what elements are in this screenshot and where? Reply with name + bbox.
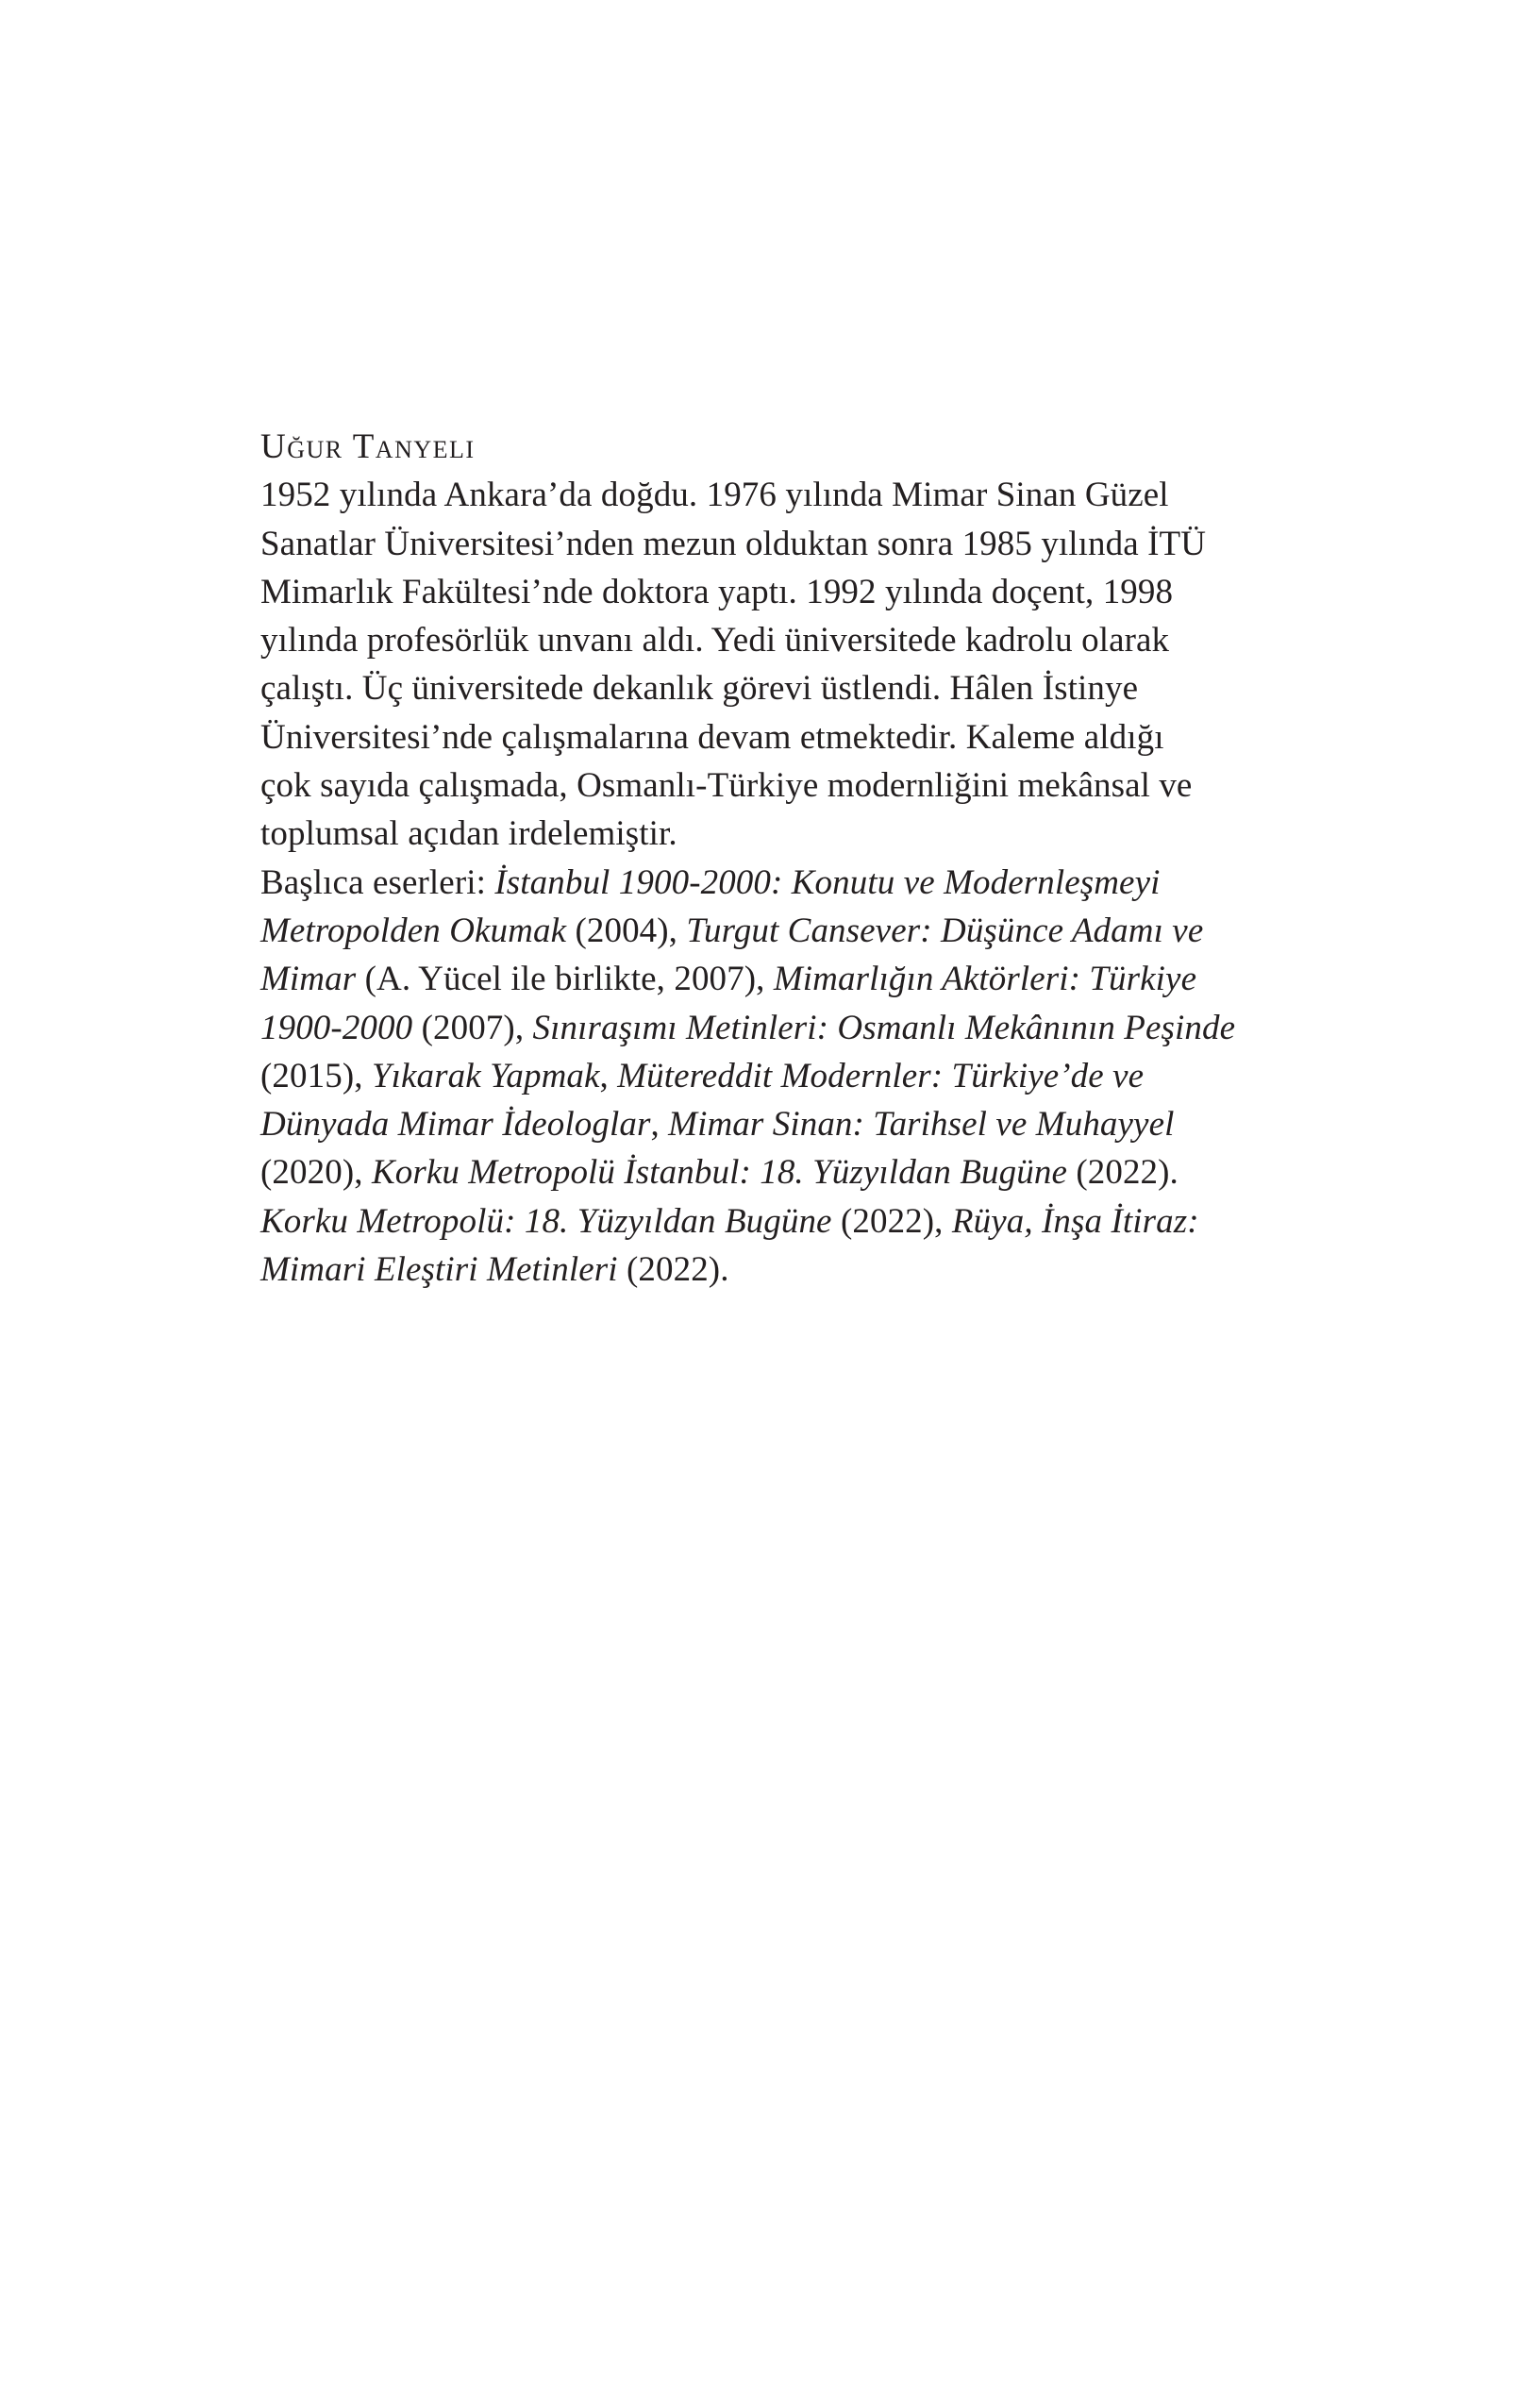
- work-title: Mimari Eleştiri Metinleri: [260, 1250, 618, 1290]
- work-meta: ,: [599, 1056, 618, 1095]
- works-line: [260, 955, 1317, 1003]
- work-meta: (2022).: [617, 1250, 729, 1290]
- work-title: İstanbul 1900-2000: Konutu ve Modernleşmeyi: [494, 862, 1161, 902]
- work-title: 1900-2000: [260, 1008, 413, 1047]
- work-meta: (A. Yücel ile birlikte, 2007),: [356, 960, 774, 999]
- work-title: Korku Metropolü İstanbul: 18. Yüzyıldan Bugüne: [371, 1153, 1067, 1193]
- work-meta: (2022),: [831, 1201, 952, 1241]
- works-line: [260, 859, 1317, 907]
- work-title: Rüya, İnşa İtiraz:: [951, 1201, 1199, 1241]
- bio-line: Mimarlık Fakültesi’nde doktora yaptı. 1992 yılında doçent, 1998: [260, 572, 1174, 611]
- work-meta: (2015),: [260, 1056, 372, 1095]
- bio-line: Üniversitesi’nde çalışmalarına devam etmektedir. Kaleme aldığı: [260, 717, 1164, 757]
- work-meta: (2004),: [566, 911, 687, 950]
- work-title: Metropolden Okumak: [260, 911, 567, 950]
- work-title: Mütereddit Modernler: Türkiye’de ve: [617, 1056, 1145, 1095]
- bio-line: Sanatlar Üniversitesi’nden mezun olduktan sonra 1985 yılında İTÜ: [260, 524, 1207, 563]
- work-meta: (2022).: [1066, 1153, 1179, 1193]
- work-title: Mimar Sinan: Tarihsel ve Muhayyel: [668, 1105, 1175, 1145]
- bio-line: 1952 yılında Ankara’da doğdu. 1976 yılında Mimar Sinan Güzel: [260, 476, 1169, 515]
- work-meta: (2007),: [412, 1008, 533, 1047]
- works-line: [260, 907, 1317, 955]
- work-title: Mimarlığın Aktörleri: Türkiye: [773, 960, 1197, 999]
- bio-line: çok sayıda çalışmada, Osmanlı-Türkiye modernliğini mekânsal ve: [260, 766, 1193, 806]
- work-title: Sınıraşımı Metinleri: Osmanlı Mekânının Peşinde: [532, 1008, 1236, 1047]
- works-line: [260, 1197, 1317, 1246]
- work-title: Turgut Cansever: Düşünce Adamı ve: [686, 911, 1204, 950]
- works-line: [260, 1100, 1317, 1148]
- author-name: Uğur Tanyeli: [260, 427, 476, 466]
- works-line: [260, 1246, 1317, 1294]
- bio-line: çalıştı. Üç üniversitede dekanlık görevi üstlendi. Hâlen İstinye: [260, 669, 1139, 709]
- work-meta: (2020),: [260, 1153, 372, 1193]
- work-title: Yıkarak Yapmak: [371, 1056, 600, 1095]
- work-title: Mimar: [260, 960, 357, 999]
- bio-line: yılında profesörlük unvanı aldı. Yedi üniversitede kadrolu olarak: [260, 621, 1170, 661]
- works-line: [260, 1004, 1317, 1052]
- work-meta: ,: [650, 1105, 669, 1145]
- work-title: Korku Metropolü: 18. Yüzyıldan Bugüne: [260, 1201, 832, 1241]
- works-line: [260, 1052, 1317, 1100]
- author-bio: [260, 423, 1317, 1294]
- work-title: Dünyada Mimar İdeologlar: [260, 1105, 651, 1145]
- bio-line: toplumsal açıdan irdelemiştir.: [260, 814, 677, 854]
- works-line: [260, 1148, 1317, 1196]
- works-intro: Başlıca eserleri:: [260, 862, 495, 902]
